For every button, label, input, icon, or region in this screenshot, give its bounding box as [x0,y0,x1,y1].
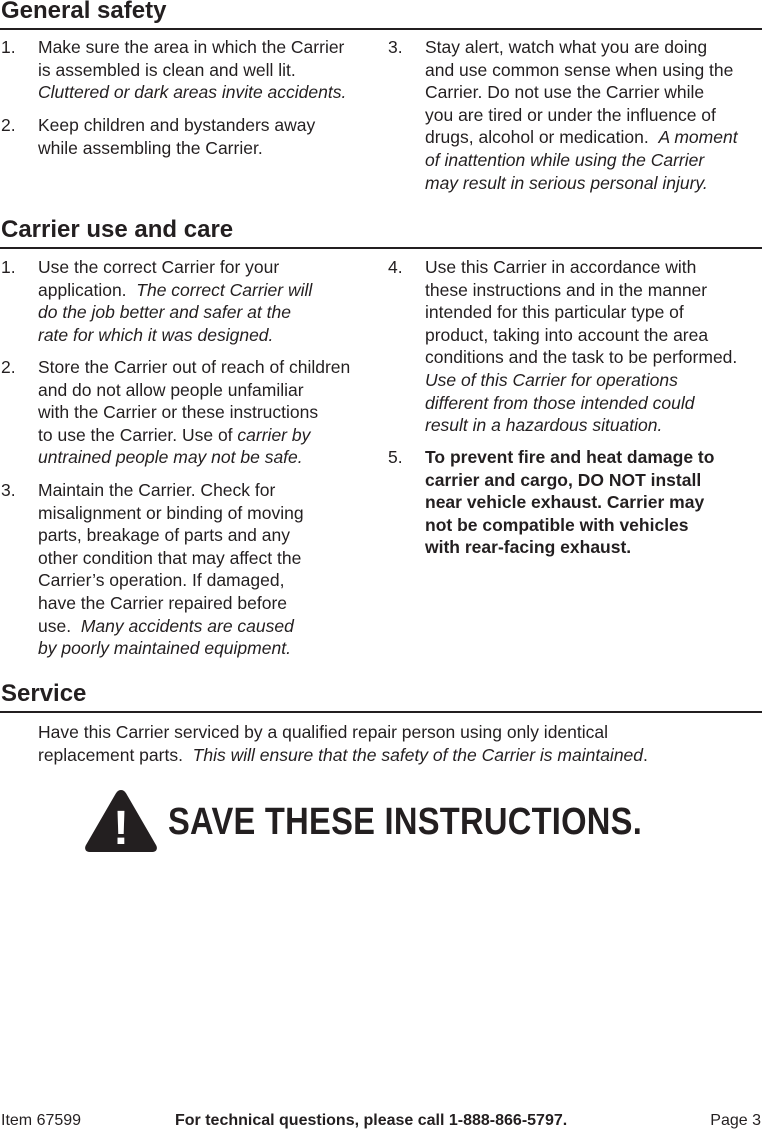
item-text: misalignment or binding of moving [38,502,304,523]
item-text: to use the Carrier. Use of [38,424,233,445]
item-text: application. [38,279,127,300]
item-emphasis: do the job better and safer at the [38,302,291,323]
item-number: 4. [388,257,403,277]
service-paragraph [38,721,648,766]
item-text: Maintain the Carrier. Check for [38,480,276,500]
item-number: 3. [1,480,16,500]
item-text: with the Carrier or these instructions [38,402,319,423]
item-warning-text: not be compatible with vehicles [425,514,689,535]
list-item [1,256,373,348]
service-text: replacement parts. [38,744,183,765]
item-text: drugs, alcohol or medication. [425,127,649,148]
item-text: while assembling the Carrier. [38,137,263,158]
section-title-service: Service [1,680,87,707]
item-text: Use this Carrier in accordance with [425,257,697,277]
list-item [1,479,373,661]
list-item [388,256,762,438]
service-text: Have this Carrier serviced by a qualified repair person using only identical [38,722,609,742]
item-emphasis: different from those intended could [425,392,695,413]
footer-item-number: Item 67599 [1,1112,82,1129]
item-text: Store the Carrier out of reach of children [38,357,351,377]
section-rule [0,28,762,30]
item-text: these instructions and in the manner [425,279,708,300]
list-item [1,356,381,472]
item-text: and do not allow people unfamiliar [38,379,304,400]
warning-glyph: ! [113,802,129,854]
item-text: Make sure the area in which the Carrier [38,37,345,57]
item-emphasis: Use of this Carrier for operations [425,369,678,390]
section-rule [0,247,762,249]
item-text: Carrier. Do not use the Carrier while [425,82,705,103]
list-item [1,36,373,106]
item-emphasis: result in a hazardous situation. [425,415,663,436]
item-text: Use the correct Carrier for your [38,257,280,277]
item-text: you are tired or under the influence of [425,104,716,125]
item-warning-text: with rear-facing exhaust. [425,537,632,558]
item-number: 2. [1,115,16,135]
item-emphasis: rate for which it was designed. [38,324,274,345]
item-text: and use common sense when using the [425,59,734,80]
item-text: is assembled is clean and well lit. [38,59,296,80]
item-number: 3. [388,37,403,57]
item-emphasis: Many accidents are caused [80,615,294,636]
list-item [388,446,762,562]
item-text: have the Carrier repaired before [38,592,288,613]
section-rule [0,711,762,713]
item-text: intended for this particular type of [425,302,684,323]
list-item [1,114,373,160]
item-warning-text: To prevent fire and heat damage to [425,447,715,467]
service-emphasis: This will ensure that the safety of the Carrier is maintained [192,744,644,765]
item-number: 5. [388,447,403,467]
footer-tech-support: For technical questions, please call 1-888-866-5797. [175,1112,568,1129]
item-emphasis: by poorly maintained equipment. [38,638,291,659]
item-emphasis: untrained people may not be safe. [38,447,303,468]
item-text: product, taking into account the area [425,324,709,345]
section-title-carrier-use: Carrier use and care [1,216,234,243]
warning-triangle-icon [83,788,159,854]
footer-page-number: Page 3 [710,1112,761,1129]
item-emphasis: Cluttered or dark areas invite accidents. [38,82,347,103]
item-text: Stay alert, watch what you are doing [425,37,708,57]
item-text: use. [38,615,72,636]
item-emphasis: carrier by [237,424,311,445]
item-text: other condition that may affect the [38,547,302,568]
item-text: Keep children and bystanders away [38,115,316,135]
item-warning-text: near vehicle exhaust. Carrier may [425,492,705,513]
list-item [388,36,762,218]
item-warning-text: carrier and cargo, DO NOT install [425,469,702,490]
item-number: 1. [1,257,16,277]
save-instructions-heading: SAVE THESE INSTRUCTIONS. [168,801,643,843]
item-emphasis: The correct Carrier will [136,279,313,300]
item-text: parts, breakage of parts and any [38,525,290,546]
item-number: 2. [1,357,16,377]
item-number: 1. [1,37,16,57]
section-title-general-safety: General safety [1,0,167,24]
service-period: . [643,744,648,765]
item-emphasis: may result in serious personal injury. [425,172,708,193]
item-text: Carrier’s operation. If damaged, [38,570,285,591]
item-text: conditions and the task to be performed. [425,347,738,368]
item-emphasis: of inattention while using the Carrier [425,149,705,170]
item-emphasis: A moment [658,127,738,148]
